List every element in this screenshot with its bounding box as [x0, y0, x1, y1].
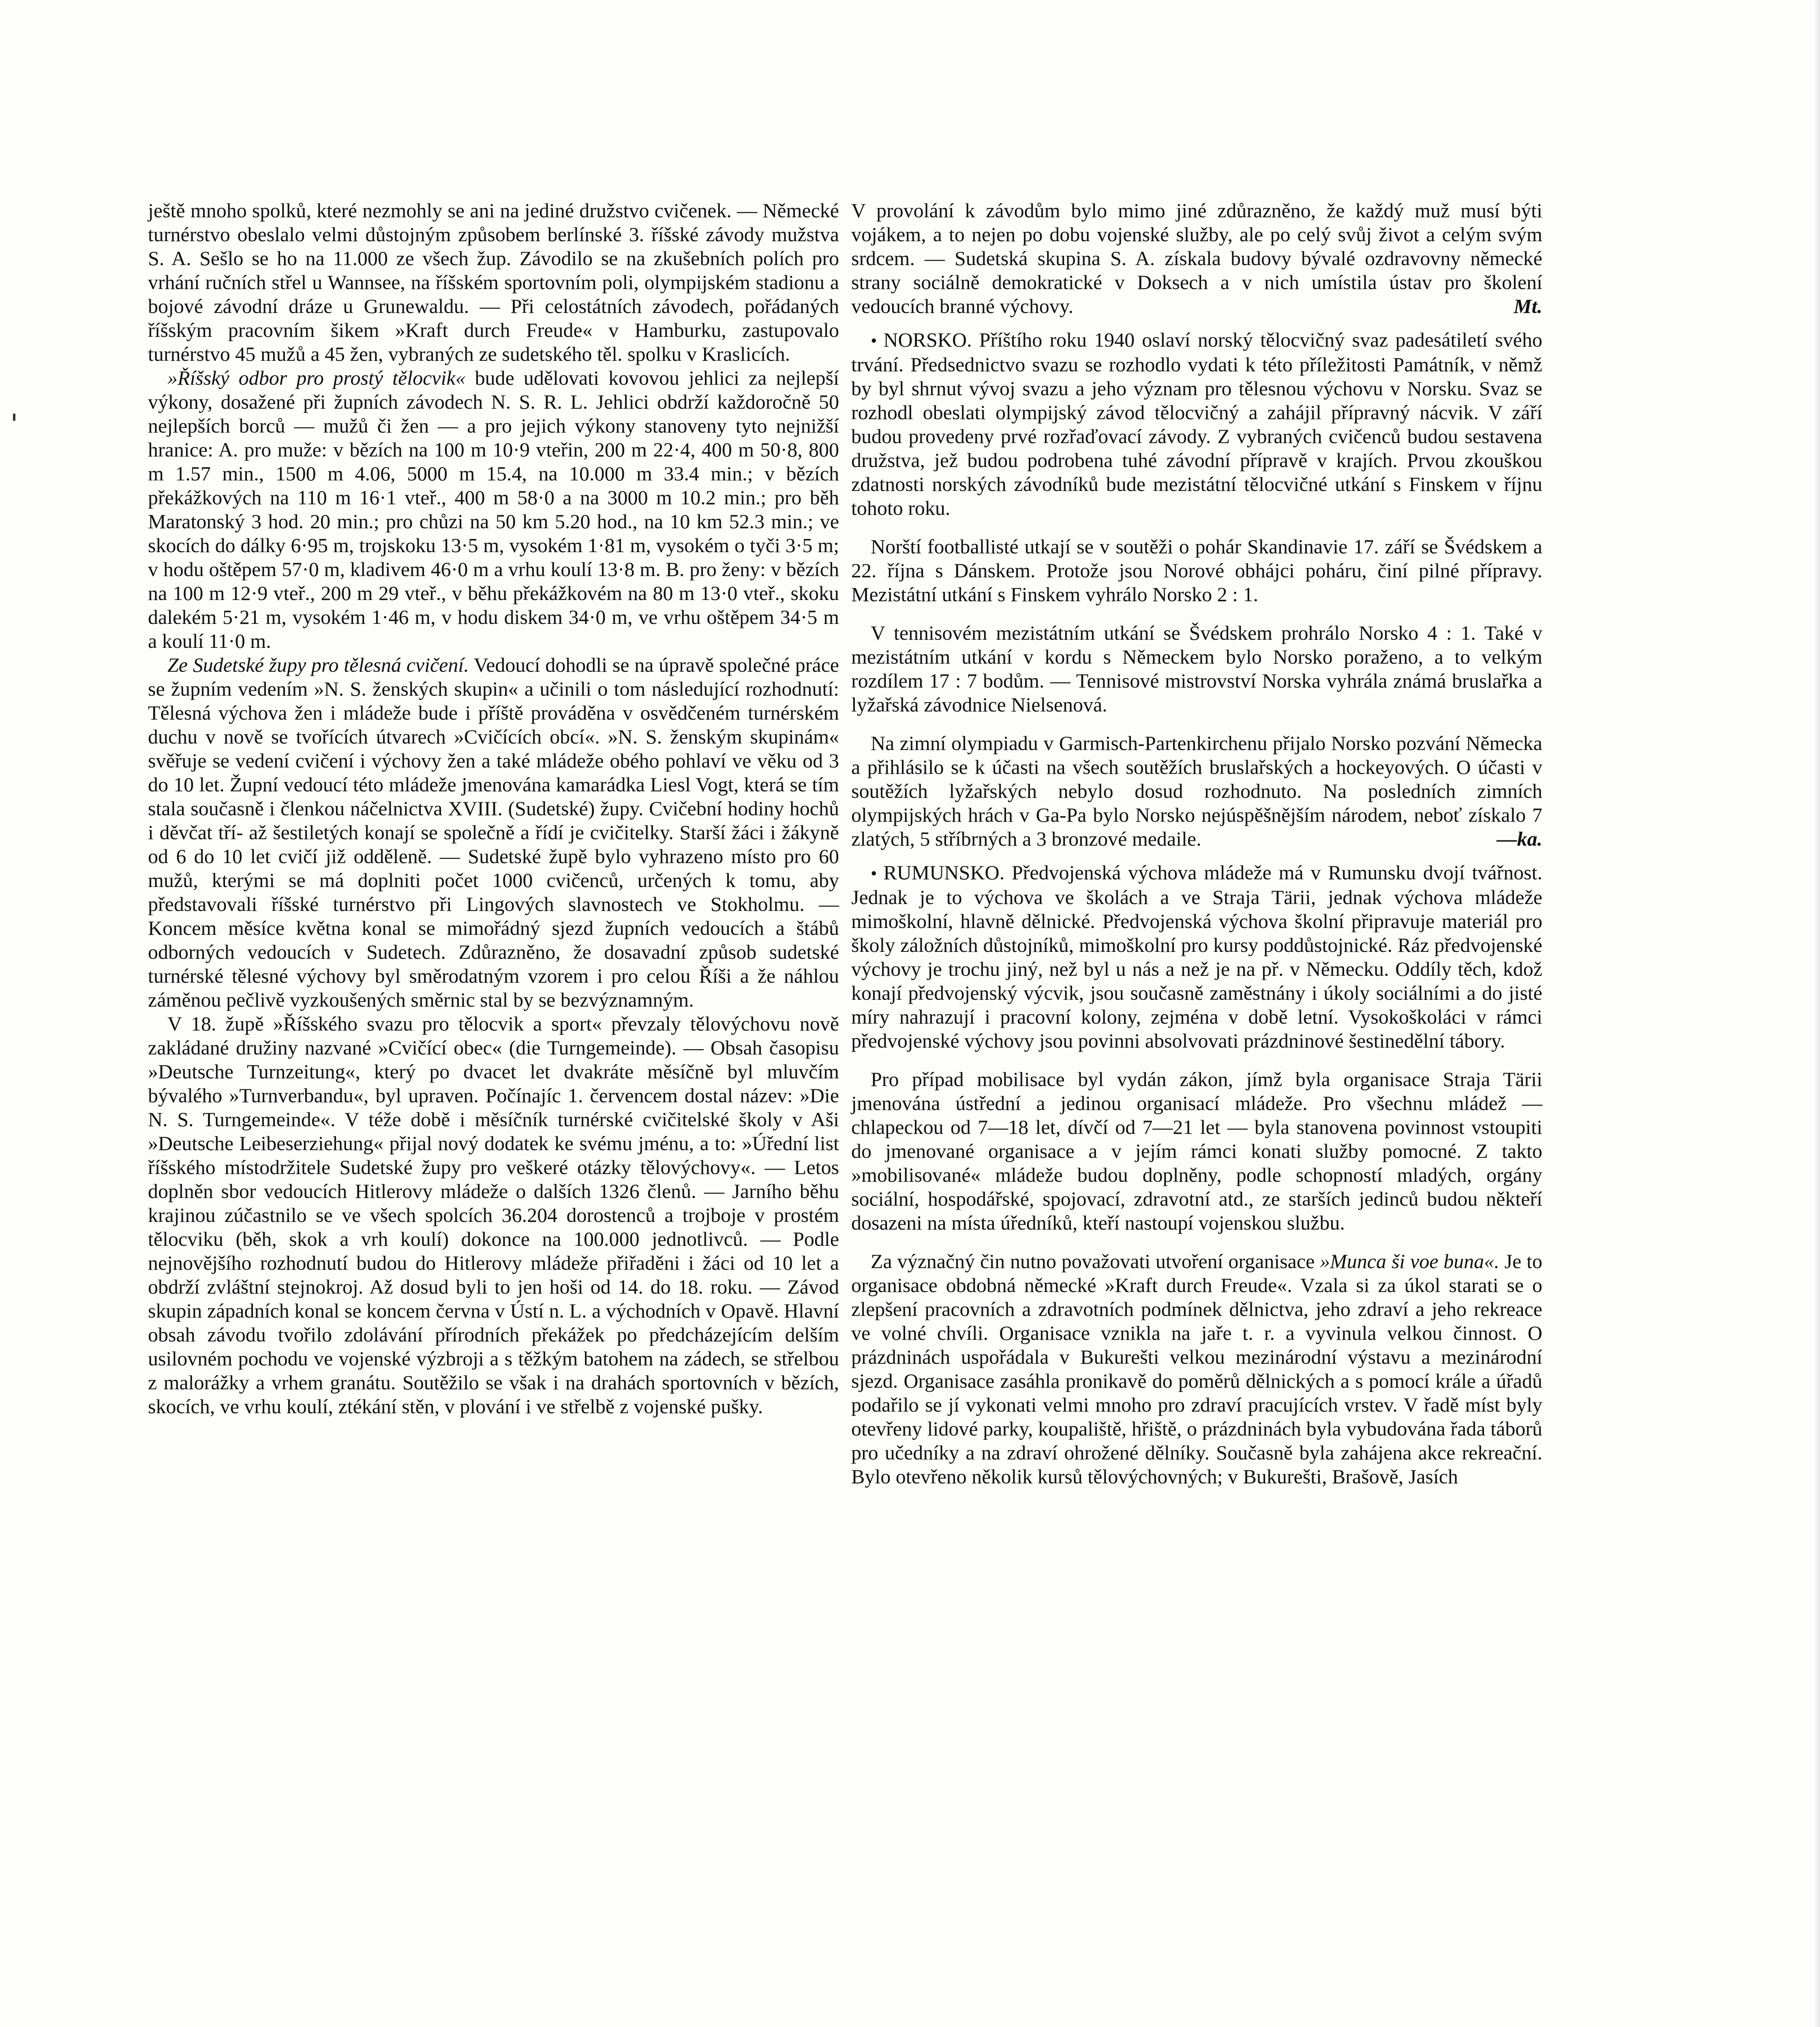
- italic-lead-sudeten-district: Ze Sudetské župy pro tělesná cvičení.: [167, 654, 469, 676]
- paragraph-munca: [851, 1249, 1542, 1489]
- paragraph-football: Norští footballisté utkají se v soutěži o pohár Skandinavie 17. září se Švédskem a 22. října s Dánskem. Protože jsou Norové obhájci poháru, činí pilné přípravy. Mezistátní utkání s Finskem vyhrálo Norsko 2 : 1.: [851, 535, 1542, 606]
- proclamation-text: V provolání k závodům bylo mimo jiné zdůrazněno, že každý muž musí býti vojákem, a to nejen po dobu vojenské služby, ale po celý svůj život a celým svým srdcem. — Sudetská skupina S. A. získala budovy bývalé ozdravovny německé strany sociálně demokratické v Doksech a v nich umístila ústav pro školení vedoucích branné výchovy.: [851, 199, 1542, 317]
- munca-organisation-name: »Munca ši voe buna«.: [1320, 1250, 1499, 1273]
- paragraph-sudeten-district-body: Vedoucí dohodli se na úpravě společné práce se župním vedením »N. S. ženských skupin« a učinili o tom následující rozhodnutí: Tělesná výchova žen i mládeže bude i příště prováděna v osvědčeném turnérském duchu v nově se tvořících útvarech »Cvičících obcí«. »N. S. ženským skupinám« svěřuje se vedení cvičení i výchovy žen a také mládeže obého pohlaví ve věku od 3 do 10 let. Župní vedoucí této mládeže jmenována kamarádka Liesl Vogt, která se tím stala současně i členkou náčelnictva XVIII. (Sudetské) župy. Cvičební hodiny hochů i děvčat tří- až šestiletých konají se společně a řídí je cvičitelky. Starší žáci i žákyně od 6 do 10 let cvičí již odděleně. — Sudetské župě bylo vyhrazeno místo pro 60 mužů, kterými se má doplniti počet 1000 cvičenců, určených k tomu, aby představovali říšské turnérstvo při Lingových slavnostech ve Stokholmu. — Koncem měsíce května konal se mimořádný sjezd župních vedoucích a štábů odborných vedoucích v Sudetech. Zdůrazněno, že dosavadní způsob sudetské turnérské tělesné výchovy byl směrodatným vzorem i pro celou Říši a že náhlou záměnou pečlivě vyzkoušených směrnic stal by se bezvýznamným.: [148, 654, 839, 1011]
- section-norsko-text: NORSKO. Příštího roku 1940 oslaví norský tělocvičný svaz padesátiletí svého trvání. Předsednictvo svazu se rozhodlo vydati k této příležitosti Památník, v němž by byl shrnut vývoj svazu a jeho význam pro tělesnou výchovu v Norsku. Svaz se rozhodl obeslati olympijský závod tělocvičný a zahájil přípravný nácvik. V září budou provedeny prvé rozřaďovací závody. Z vybraných cvičenců budou sestavena družstva, jež budou podrobena tuhé závodní přípravě v krajích. Prvou zkouškou zdatnosti norských závodníků bude mezistátní tělocvičné utkání s Finskem v říjnu tohoto roku.: [851, 328, 1542, 519]
- paragraph-olympics: [851, 731, 1542, 851]
- left-column: [148, 199, 839, 1418]
- paragraph-sudeten-district: [148, 653, 839, 1012]
- right-column: [851, 199, 1542, 1489]
- paragraph-mobilisation: Pro případ mobilisace byl vydán zákon, jímž byla organisace Straja Tärii jmenována ústřední a jedinou organisací mládeže. Pro všechnu mládež — chlapeckou od 7—18 let, dívčí od 7—21 let — byla stanovena povinnost vstoupiti do jmenované organisace a v jejím rámci konati služby pomocné. Z takto »mobilisované« mládeže budou doplněny, podle schopností mladých, orgány sociální, hospodářské, spojovací, zdravotní atd., ze starších jedinců budou někteří dosazeni na místa úředníků, kteří nastoupí vojenskou službu.: [851, 1068, 1542, 1234]
- signoff-ka: —ka.: [1497, 827, 1542, 850]
- paragraph-clubs-and-sa-games: ještě mnoho spolků, které nezmohly se ani na jediné družstvo cvičenek. — Německé turnérstvo obeslalo velmi důstojným způsobem berlínské 3. říšské závody mužstva S. A. Sešlo se ho na 11.000 ze všech žup. Závodilo se na zkušebních polích pro vrhání ručních střel u Wannsee, na říšském sportovním poli, olympijském stadionu a bojové závodní dráze u Grunewaldu. — Při celostátních závodech, pořádaných říšským pracovním šikem »Kraft durch Freude« v Hamburku, zastupovalo turnérstvo 45 mužů a 45 žen, vybraných ze sudetského těl. spolku v Kraslicích.: [148, 199, 839, 365]
- section-norsko: [851, 328, 1542, 520]
- munca-body: Je to organisace obdobná německé »Kraft durch Freude«. Vzala si za úkol starati se o zlepšení pracovních a zdravotních podmínek dělnictva, jeho zdraví a jeho rekreace ve volné chvíli. Organisace vznikla na jaře t. r. a vyvinula velkou činnost. O prázdninách uspořádala v Bukurešti velkou mezinárodní výstavu a mezinárodní sjezd. Organisace zasáhla pronikavě do poměrů dělnických a s pomocí krále a úřadů podařilo se jí vykonati velmi mnoho pro zdraví pracujících vrstev. V řadě míst byly otevřeny lidové parky, koupaliště, hřiště, o prázdninách byla vybudována řada táborů pro učedníky a na zdraví ohrožené dělníky. Současně byla zahájena akce rekreační. Bylo otevřeno několik kursů tělovýchovných; v Bukurešti, Brašově, Jasích: [851, 1250, 1543, 1488]
- bullet-icon: •: [871, 331, 877, 351]
- section-rumunsko: [851, 861, 1542, 1053]
- scan-mark: [13, 414, 15, 421]
- page-edge-shadow: [1813, 0, 1820, 2027]
- paragraph-proclamation: [851, 199, 1542, 318]
- paragraph-tennis: V tennisovém mezistátním utkání se Švédskem prohrálo Norsko 4 : 1. Také v mezistátním utkání v kordu s Německem bylo Norsko poraženo, a to velkým rozdílem 17 : 7 bodům. — Tennisové mistrovství Norska vyhrála známá bruslařka a lyžařská závodnice Nielsenová.: [851, 621, 1542, 716]
- signoff-mt: Mt.: [1514, 295, 1542, 317]
- section-rumunsko-text: RUMUNSKO. Předvojenská výchova mládeže má v Rumunsku dvojí tvářnost. Jednak je to výchova ve školách a ve Straja Tärii, jednak výchova mládeže mimoškolní, hlavně dělnické. Předvojenská výchova školní připravuje materiál pro školy záložních důstojníků, mimoškolní pro kursy poddůstojnické. Ráz předvojenské výchovy je trochu jiný, než byl u nás a než je na př. v Německu. Oddíly těch, kdož konají předvojenský výcvik, jsou současně zaměstnány i úkoly sociálními a do jisté míry nahrazují i pracovní kolony, zejména v době letní. Vysokoškoláci v rámci předvojenské výchovy jsou povinni absolvovati prázdninové šestinedělní tábory.: [851, 861, 1542, 1052]
- munca-intro: Za význačný čin nutno považovati utvoření organisace: [871, 1250, 1315, 1273]
- olympics-text: Na zimní olympiadu v Garmisch-Partenkirchenu přijalo Norsko pozvání Německa a přihlásilo se k účasti na všech soutěžích bruslařských a hockeyových. O účasti v soutěžích lyžařských nebylo dosud rozhodnuto. Na posledních zimních olympijských hrách v Ga-Pa bylo Norsko nejúspěšnějším národem, neboť získalo 7 zlatých, 5 stříbrných a 3 bronzové medaile.: [851, 732, 1542, 850]
- italic-lead-reich-office: »Říšský odbor pro prostý tělocvik«: [167, 366, 466, 389]
- paragraph-reich-athletics-pin-body: bude udělovati kovovou jehlici za nejlepší výkony, dosažené při župních závodech N. S. R. L. Jehlici obdrží každoročně 50 nejlepších borců — mužů či žen — a pro jejich výkony stanoveny tyto nejnižší hranice: A. pro muže: v bězích na 100 m 10·9 vteřin, 200 m 22·4, 400 m 50·8, 800 m 1.57 min., 1500 m 4.06, 5000 m 15.4, na 10.000 m 33.4 min.; v bězích překážkových na 110 m 16·1 vteř., 400 m 58·0 a na 3000 m 10.2 min.; pro běh Maratonský 3 hod. 20 min.; pro chůzi na 50 km 5.20 hod., na 10 km 52.3 min.; ve skocích do dálky 6·95 m, trojskoku 13·5 m, vysokém 1·81 m, vysokém o tyči 3·5 m; v hodu oštěpem 57·0 m, kladivem 46·0 m a vrhu koulí 13·8 m. B. pro ženy: v bězích na 100 m 12·9 vteř., 200 m 29 vteř., v běhu překážkovém na 80 m 13·0 vteř., skoku dalekém 5·21 m, vysokém 1·46 m, v hodu diskem 34·0 m, ve vrhu oštěpem 34·5 m a koulí 11·0 m.: [148, 366, 839, 652]
- paragraph-reich-athletics-pin: [148, 366, 839, 653]
- bullet-icon: •: [871, 864, 877, 883]
- paragraph-district-18: V 18. župě »Říšského svazu pro tělocvik a sport« převzaly tělovýchovu nově zakládané družiny nazvané »Cvičící obec« (die Turngemeinde). — Obsah časopisu »Deutsche Turnzeitung«, který po dvacet let dvakráte měsíčně byl mluvčím bývalého »Turnverbandu«, byl upraven. Počínajíc 1. červencem dostal název: »Die N. S. Turngemeinde«. V téže době i měsíčník turnérské cvičitelské školy v Aši »Deutsche Leibeserziehung« přijal nový dodatek ke svému jménu, a to: »Úřední list říšského místodržitele Sudetské župy pro veškeré otázky tělovýchovy«. — Letos doplněn sbor vedoucích Hitlerovy mládeže o dalších 1326 členů. — Jarního běhu krajinou zúčastnilo se ve všech spolcích 36.204 dorostenců a trojboje v prostém tělocviku (běh, skok a vrh koulí) dokonce na 100.000 jednotlivců. — Podle nejnovějšího rozhodnutí budou do Hitlerovy mládeže přiřaděni i žáci od 10 let a obdrží zvláštní stejnokroj. Až dosud byli to jen hoši od 14. do 18. roku. — Závod skupin západních konal se koncem června v Ústí n. L. a východních v Opavě. Hlavní obsah závodu tvořilo zdolávání přírodních překážek po předcházejícím delším usilovném pochodu ve vojenské výzbroji a s těžkým batohem na zádech, se střelbou z malorážky a vrhem granátu. Soutěžilo se však i na drahách sportovních v bězích, skocích, ve vrhu koulí, ztékání stěn, v plování i ve střelbě z vojenské pušky.: [148, 1012, 839, 1418]
